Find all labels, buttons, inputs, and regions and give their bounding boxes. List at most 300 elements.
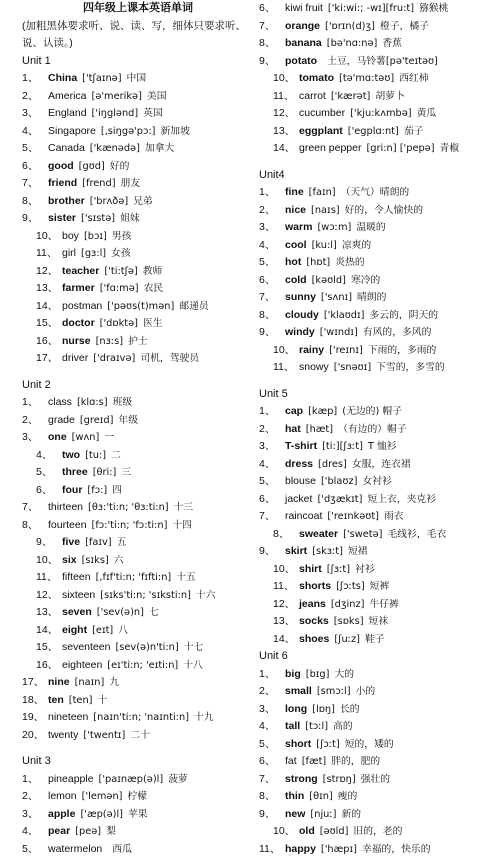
- vocab-entry: [22, 517, 254, 535]
- entry-number: 4、: [36, 447, 62, 465]
- entry-chinese: 十五: [176, 572, 196, 583]
- vocab-entry: [259, 491, 495, 509]
- entry-number: 8、: [259, 35, 285, 53]
- entry-word: potato: [285, 55, 317, 67]
- entry-word: cold: [285, 274, 307, 286]
- entry-number: 2、: [259, 202, 285, 220]
- vocab-entry: [259, 543, 495, 561]
- entry-chinese: 毛线衫，毛衣: [387, 529, 446, 540]
- entry-phonetic: ['reɪnkəʊt]: [327, 511, 379, 522]
- entry-number: 10、: [273, 823, 299, 841]
- entry-chinese: 梨: [106, 826, 116, 837]
- entry-chinese: 九: [109, 677, 119, 688]
- entry-chinese: 六: [114, 555, 124, 566]
- entry-number: 9、: [259, 806, 285, 824]
- entry-phonetic: [eɪ'ti:n; 'eɪti:n]: [107, 660, 178, 671]
- unit-heading: Unit4: [259, 167, 495, 185]
- entry-chinese: 胖的，肥的: [331, 756, 380, 767]
- vocab-entry: [259, 421, 495, 439]
- entry-word: big: [285, 668, 301, 680]
- entry-word: farmer: [62, 282, 95, 294]
- entry-number: 14、: [273, 631, 299, 649]
- entry-word: England: [48, 107, 87, 119]
- blank-spacer: [22, 368, 254, 377]
- entry-number: 3、: [22, 806, 48, 824]
- entry-phonetic: [fɔ:]: [87, 485, 107, 496]
- entry-chinese: 女衬衫: [362, 476, 391, 487]
- vocab-entry: [22, 709, 254, 727]
- entry-word: kiwi fruit: [285, 2, 323, 14]
- vocab-entry: [22, 727, 254, 745]
- vocab-entry: [259, 526, 495, 544]
- entry-chinese: 五: [117, 537, 127, 548]
- entry-phonetic: ['ɒrɪn(d)ʒ]: [325, 21, 375, 32]
- entry-number: 7、: [22, 499, 48, 517]
- entry-word: eighteen: [62, 659, 102, 671]
- entry-chinese: 新加坡: [161, 126, 190, 137]
- entry-chinese: 下雪的，多雪的: [376, 362, 445, 373]
- entry-chinese: 医生: [143, 318, 163, 329]
- entry-number: 11、: [259, 841, 285, 858]
- entry-phonetic: [lɒŋ]: [312, 704, 335, 715]
- entry-chinese: 衬衫: [355, 564, 375, 575]
- entry-chinese: 新的: [342, 809, 362, 820]
- entry-chinese: 兄弟: [133, 196, 153, 207]
- entry-phonetic: [bə'nɑ:nə]: [327, 38, 378, 49]
- entry-chinese: 美国: [147, 91, 167, 102]
- entry-phonetic: ['blaʊz]: [321, 476, 357, 487]
- entry-number: 11、: [273, 88, 299, 106]
- entry-chinese: 女孩: [111, 248, 131, 259]
- vocab-entry: [259, 823, 495, 841]
- entry-word: eggplant: [299, 125, 343, 137]
- entry-word: carrot: [299, 90, 326, 102]
- entry-phonetic: ['tʃaɪnə]: [82, 73, 121, 84]
- entry-phonetic: ['kænədə]: [90, 143, 140, 154]
- entry-number: 6、: [36, 482, 62, 500]
- entry-chinese: 短上衣，夹克衫: [367, 494, 436, 505]
- entry-phonetic: [strɒŋ]: [323, 774, 356, 785]
- vocab-entry: [22, 88, 254, 106]
- entry-number: 1、: [22, 70, 48, 88]
- vocab-entry: [259, 753, 495, 771]
- vocab-entry: [22, 350, 254, 368]
- entry-number: 11、: [273, 359, 299, 377]
- entry-phonetic: [wɔːm]: [317, 222, 351, 233]
- entry-phonetic: ['reɪnɪ]: [329, 345, 363, 356]
- entry-chinese: 短的，矮的: [345, 739, 394, 750]
- entry-word: cap: [285, 405, 303, 417]
- entry-word: cool: [285, 239, 307, 251]
- entry-word: ten: [48, 694, 64, 706]
- entry-chinese: 一: [104, 432, 114, 443]
- left-word-list: [22, 53, 254, 858]
- entry-word: jeans: [299, 598, 326, 610]
- entry-word: warm: [285, 221, 312, 233]
- vocab-entry: [22, 280, 254, 298]
- entry-phonetic: [ten]: [69, 695, 93, 706]
- entry-chinese: 菠萝: [168, 774, 188, 785]
- entry-word: nine: [48, 676, 70, 688]
- entry-chinese: 护士: [128, 336, 148, 347]
- entry-word: one: [48, 431, 67, 443]
- entry-word: cucumber: [299, 107, 345, 119]
- entry-word: windy: [285, 326, 315, 338]
- entry-number: 20、: [22, 727, 48, 745]
- entry-phonetic: ['swetə]: [343, 529, 382, 540]
- entry-number: 6、: [259, 491, 285, 509]
- vocab-entry: [22, 333, 254, 351]
- entry-phonetic: ['ki:wi:; -wɪ][fru:t]: [328, 3, 414, 14]
- entry-number: 2、: [22, 412, 48, 430]
- vocab-entry: [259, 578, 495, 596]
- vocab-entry: [259, 771, 495, 789]
- entry-chinese: T 恤衫: [368, 441, 397, 452]
- entry-chinese: 十六: [196, 590, 216, 601]
- entry-chinese: 高的: [333, 721, 353, 732]
- entry-number: 13、: [36, 280, 62, 298]
- entry-chinese: 胡萝卜: [375, 91, 404, 102]
- entry-word: America: [48, 90, 87, 102]
- entry-number: 5、: [259, 254, 285, 272]
- entry-word: blouse: [285, 475, 316, 487]
- entry-number: 2、: [22, 788, 48, 806]
- entry-word: seven: [62, 606, 92, 618]
- entry-chinese: 短裤: [370, 581, 390, 592]
- entry-word: happy: [285, 843, 316, 855]
- entry-chinese: 短袜: [369, 616, 389, 627]
- entry-word: lemon: [48, 790, 77, 802]
- entry-chinese: 土豆，马铃薯[pə'teɪtəʊ]: [327, 56, 438, 67]
- vocab-entry: [259, 613, 495, 631]
- entry-word: sunny: [285, 291, 316, 303]
- entry-number: 7、: [259, 771, 285, 789]
- entry-phonetic: [sev(ə)n'ti:n]: [115, 642, 178, 653]
- entry-chinese: 司机，驾驶员: [140, 353, 199, 364]
- entry-word: raincoat: [285, 510, 322, 522]
- entry-phonetic: [,fɪf'ti:n; 'fɪfti:n]: [96, 572, 172, 583]
- entry-phonetic: [ə'merikə]: [92, 91, 142, 102]
- unit-heading: Unit 6: [259, 648, 495, 666]
- entry-chinese: 十四: [172, 520, 192, 531]
- entry-number: 10、: [36, 228, 62, 246]
- entry-number: 15、: [36, 315, 62, 333]
- vocab-entry: [259, 631, 495, 649]
- entry-phonetic: ['fɑ:mə]: [100, 283, 139, 294]
- vocab-entry: [259, 806, 495, 824]
- entry-chinese: 雨衣: [384, 511, 404, 522]
- instruction-note-line-1: (加粗黑体要求听、说、读、写，细体只要求听、: [22, 18, 254, 36]
- vocab-entry: [259, 70, 495, 88]
- entry-number: 9、: [259, 543, 285, 561]
- vocab-entry: [259, 219, 495, 237]
- entry-number: 1、: [259, 184, 285, 202]
- entry-phonetic: [dres]: [318, 459, 347, 470]
- entry-phonetic: [greɪd]: [80, 415, 114, 426]
- right-column: [259, 0, 495, 858]
- entry-number: 3、: [259, 438, 285, 456]
- entry-word: seventeen: [62, 641, 110, 653]
- entry-number: 4、: [22, 123, 48, 141]
- entry-chinese: 凉爽的: [342, 240, 371, 251]
- vocab-entry: [22, 158, 254, 176]
- entry-number: 10、: [273, 70, 299, 88]
- entry-chinese: 小的: [356, 686, 376, 697]
- vocab-entry: [259, 88, 495, 106]
- entry-phonetic: [peə]: [75, 826, 101, 837]
- entry-chinese: 猕猴桃: [419, 3, 448, 14]
- entry-number: 8、: [22, 193, 48, 211]
- entry-word: apple: [48, 808, 75, 820]
- entry-phonetic: ['wɪndɪ]: [320, 327, 358, 338]
- entry-phonetic: [əʊld]: [320, 826, 349, 837]
- entry-word: hat: [285, 423, 301, 435]
- vocab-entry: [259, 123, 495, 141]
- entry-chinese: 寒冷的: [351, 275, 380, 286]
- entry-chinese: 大的: [334, 669, 354, 680]
- vocab-entry: [259, 508, 495, 526]
- entry-word: girl: [62, 247, 76, 259]
- entry-chinese: 邮递员: [179, 301, 208, 312]
- blank-spacer: [22, 744, 254, 753]
- vocab-entry: [22, 123, 254, 141]
- left-column: [22, 0, 254, 858]
- vocab-entry: [259, 473, 495, 491]
- vocab-entry: [259, 359, 495, 377]
- entry-phonetic: ['klaʊdɪ]: [324, 310, 365, 321]
- entry-chinese: 朋友: [121, 178, 141, 189]
- entry-phonetic: [naɪn'ti:n; 'naɪnti:n]: [93, 712, 189, 723]
- entry-number: 9、: [259, 53, 285, 71]
- entry-number: 14、: [273, 140, 299, 158]
- entry-chinese: 年级: [118, 415, 138, 426]
- entry-number: 16、: [36, 333, 62, 351]
- entry-chinese: 十八: [183, 660, 203, 671]
- vocab-entry: [22, 604, 254, 622]
- entry-chinese: 旧的，老的: [353, 826, 402, 837]
- entry-number: 10、: [36, 552, 62, 570]
- entry-phonetic: ['kærət]: [331, 91, 371, 102]
- entry-number: 11、: [36, 245, 62, 263]
- entry-chinese: 强壮的: [361, 774, 390, 785]
- entry-chinese: 加拿大: [145, 143, 174, 154]
- entry-number: 4、: [259, 237, 285, 255]
- entry-phonetic: [θri:]: [93, 467, 117, 478]
- entry-number: 2、: [259, 421, 285, 439]
- vocab-entry: [22, 105, 254, 123]
- vocab-entry: [22, 210, 254, 228]
- entry-chinese: 下雨的，多雨的: [368, 345, 437, 356]
- entry-number: 8、: [259, 788, 285, 806]
- entry-number: 18、: [22, 692, 48, 710]
- vocab-entry: [259, 403, 495, 421]
- entry-phonetic: [tə'mɑ:təʊ]: [339, 73, 394, 84]
- entry-number: 6、: [259, 753, 285, 771]
- vocab-entry: [259, 736, 495, 754]
- entry-phonetic: [θɜ:'ti:n; 'θɜ:ti:n]: [88, 502, 169, 513]
- vocab-entry: [22, 140, 254, 158]
- entry-chinese: 温暖的: [356, 222, 385, 233]
- entry-phonetic: ['draɪvə]: [93, 353, 135, 364]
- entry-chinese: 八: [118, 625, 128, 636]
- entry-phonetic: ['sʌnɪ]: [321, 292, 352, 303]
- vocab-entry: [22, 499, 254, 517]
- entry-phonetic: [naɪs]: [311, 205, 340, 216]
- vocab-entry: [259, 18, 495, 36]
- entry-word: rainy: [299, 344, 324, 356]
- entry-phonetic: [skɜːt]: [312, 546, 343, 557]
- entry-phonetic: ['sev(ə)n]: [97, 607, 144, 618]
- vocab-entry: [22, 298, 254, 316]
- vocab-entry: [259, 184, 495, 202]
- unit-heading: Unit 1: [22, 53, 254, 71]
- vocab-entry: [259, 289, 495, 307]
- entry-number: 4、: [259, 718, 285, 736]
- vocab-entry: [259, 666, 495, 684]
- entry-phonetic: [faɪn]: [309, 187, 336, 198]
- entry-phonetic: [faɪv]: [85, 537, 112, 548]
- entry-number: 1、: [259, 666, 285, 684]
- entry-number: 1、: [259, 403, 285, 421]
- entry-number: 19、: [22, 709, 48, 727]
- entry-phonetic: [fæt]: [302, 756, 327, 767]
- entry-number: 13、: [36, 604, 62, 622]
- entry-number: 9、: [259, 324, 285, 342]
- entry-number: 3、: [259, 701, 285, 719]
- entry-chinese: 班级: [113, 397, 133, 408]
- entry-number: 3、: [259, 219, 285, 237]
- entry-word: driver: [62, 352, 88, 364]
- entry-number: 5、: [22, 140, 48, 158]
- entry-phonetic: ['pəʊs(t)mən]: [107, 301, 174, 312]
- entry-number: 6、: [22, 158, 48, 176]
- entry-number: 9、: [36, 534, 62, 552]
- entry-chinese: 好的，令人愉快的: [345, 205, 423, 216]
- entry-word: postman: [62, 300, 102, 312]
- unit-heading: Unit 2: [22, 377, 254, 395]
- entry-phonetic: ['ti:tʃə]: [104, 266, 137, 277]
- entry-phonetic: ['iŋglənd]: [92, 108, 139, 119]
- entry-phonetic: [ku:l]: [312, 240, 337, 251]
- entry-number: 1、: [22, 394, 48, 412]
- entry-word: sixteen: [62, 589, 95, 601]
- vocab-entry: [22, 534, 254, 552]
- entry-phonetic: [sɪks]: [82, 555, 109, 566]
- entry-chinese: 晴朗的: [357, 292, 386, 303]
- entry-word: short: [285, 738, 311, 750]
- vocab-entry: [259, 105, 495, 123]
- entry-number: 2、: [22, 88, 48, 106]
- entry-phonetic: [hæt]: [306, 424, 333, 435]
- vocab-entry: [22, 841, 254, 858]
- entry-word: new: [285, 808, 305, 820]
- entry-phonetic: ['paɪnæp(ə)l]: [99, 774, 164, 785]
- entry-word: brother: [48, 195, 85, 207]
- entry-word: small: [285, 685, 312, 697]
- entry-phonetic: [kəʊld]: [312, 275, 346, 286]
- entry-phonetic: [gri:n] ['pepə]: [366, 143, 434, 154]
- vocab-entry: [22, 228, 254, 246]
- entry-chinese: 二十: [130, 730, 150, 741]
- entry-word: China: [48, 72, 77, 84]
- entry-number: 15、: [36, 639, 62, 657]
- entry-phonetic: ['brʌðə]: [90, 196, 128, 207]
- entry-number: 8、: [273, 526, 299, 544]
- entry-chinese: （有边的）帽子: [338, 424, 407, 435]
- vocab-entry: [22, 639, 254, 657]
- entry-chinese: 瘦的: [338, 791, 358, 802]
- vocab-entry: [259, 683, 495, 701]
- entry-phonetic: [tu:]: [85, 450, 106, 461]
- entry-word: long: [285, 703, 307, 715]
- entry-word: T-shirt: [285, 440, 317, 452]
- entry-number: 14、: [36, 622, 62, 640]
- entry-number: 6、: [259, 272, 285, 290]
- entry-number: 6、: [259, 0, 285, 18]
- entry-number: 5、: [259, 473, 285, 491]
- vocab-entry: [259, 596, 495, 614]
- entry-phonetic: [wʌn]: [72, 432, 100, 443]
- entry-number: 8、: [259, 307, 285, 325]
- entry-chinese: 短裙: [348, 546, 368, 557]
- entry-number: 5、: [259, 736, 285, 754]
- entry-word: thirteen: [48, 501, 83, 513]
- vocab-entry: [22, 823, 254, 841]
- entry-number: 17、: [22, 674, 48, 692]
- entry-phonetic: [ti:][ʃɜːt]: [322, 441, 363, 452]
- entry-word: banana: [285, 37, 322, 49]
- entry-word: old: [299, 825, 315, 837]
- vocab-entry: [22, 464, 254, 482]
- vocab-entry: [22, 806, 254, 824]
- vocab-entry: [259, 788, 495, 806]
- entry-chinese: 橙子，橘子: [380, 21, 429, 32]
- entry-number: 7、: [259, 289, 285, 307]
- entry-phonetic: [sɪks'ti:n; 'sɪksti:n]: [100, 590, 191, 601]
- vocab-entry: [22, 429, 254, 447]
- vocab-entry: [259, 202, 495, 220]
- entry-number: 5、: [36, 464, 62, 482]
- entry-phonetic: [fɔ:'ti:n; 'fɔ:ti:n]: [92, 520, 168, 531]
- entry-phonetic: ['egplɑ:nt]: [348, 126, 399, 137]
- entry-number: 4、: [22, 823, 48, 841]
- vocab-entry: [259, 254, 495, 272]
- vocab-entry: [259, 561, 495, 579]
- vocab-entry: [22, 587, 254, 605]
- entry-word: green pepper: [299, 142, 361, 154]
- vocab-entry: [22, 447, 254, 465]
- entry-word: tall: [285, 720, 300, 732]
- entry-phonetic: [smɔːl]: [317, 686, 351, 697]
- entry-word: three: [62, 466, 88, 478]
- entry-word: tomato: [299, 72, 334, 84]
- vocab-entry: [259, 718, 495, 736]
- entry-word: shirt: [299, 563, 322, 575]
- entry-phonetic: [njuː]: [310, 809, 336, 820]
- entry-word: fifteen: [62, 571, 91, 583]
- vocab-entry: [22, 315, 254, 333]
- entry-chinese: 英国: [143, 108, 163, 119]
- entry-word: good: [48, 160, 74, 172]
- entry-chinese: 黄瓜: [417, 108, 437, 119]
- vocab-entry: [259, 701, 495, 719]
- vocab-entry: [259, 342, 495, 360]
- entry-word: fourteen: [48, 519, 87, 531]
- entry-word: strong: [285, 773, 318, 785]
- entry-word: six: [62, 554, 77, 566]
- entry-phonetic: [tɔːl]: [305, 721, 328, 732]
- entry-phonetic: [nɜːs]: [96, 336, 123, 347]
